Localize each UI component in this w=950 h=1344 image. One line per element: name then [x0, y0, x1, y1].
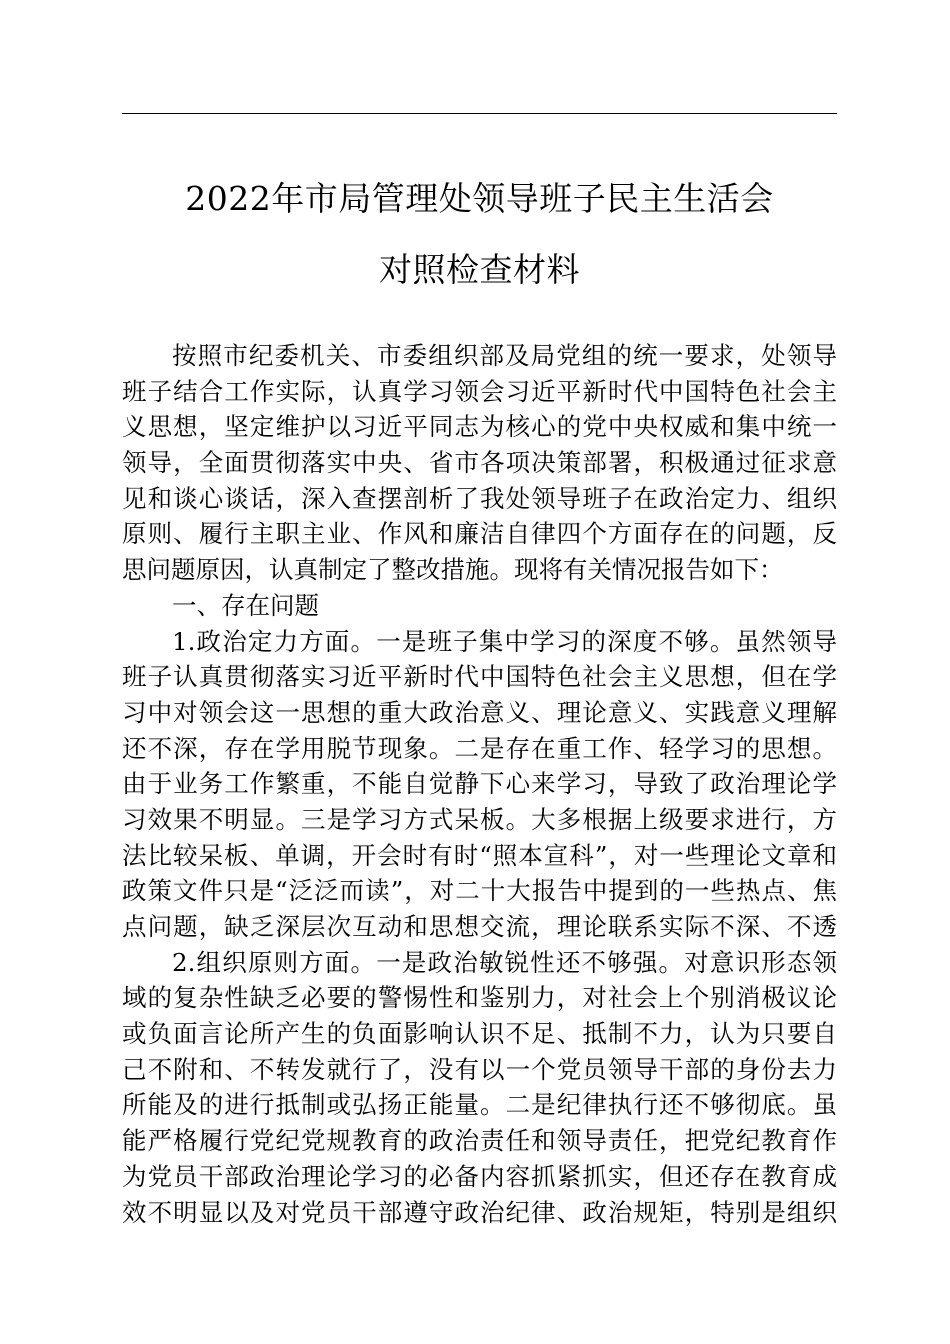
text-line: 或负面言论所产生的负面影响认识不足、抵制不力，认为只要自: [122, 1019, 837, 1049]
document-title-line-1: 2022年市局管理处领导班子民主生活会: [185, 179, 774, 218]
text-line: 义思想，坚定维护以习近平同志为核心的党中央权威和集中统一: [122, 412, 837, 442]
text-line: 习效果不明显。三是学习方式呆板。大多根据上级要求进行，方: [122, 804, 837, 834]
header-rule: [122, 113, 837, 114]
text-line: 点问题，缺乏深层次互动和思想交流，理论联系实际不深、不透: [122, 912, 837, 941]
text-line: 还不深，存在学用脱节现象。二是存在重工作、轻学习的思想。: [122, 733, 837, 763]
text-line: 由于业务工作繁重，不能自觉静下心来学习，导致了政治理论学: [122, 769, 837, 799]
text-line: 2.组织原则方面。一是政治敏锐性还不够强。对意识形态领: [172, 947, 837, 977]
text-line: 所能及的进行抵制或弘扬正能量。二是纪律执行还不够彻底。虽: [122, 1090, 837, 1120]
text-line: 效不明显以及对党员干部遵守政治纪律、政治规矩，特别是组织: [122, 1197, 837, 1227]
text-line: 己不附和、不转发就行了，没有以一个党员领导干部的身份去力: [122, 1054, 837, 1084]
text-line: 习中对领会这一思想的重大政治意义、理论意义、实践意义理解: [122, 697, 837, 727]
text-line: 域的复杂性缺乏必要的警惕性和鉴别力，对社会上个别消极议论: [122, 983, 837, 1013]
document-title-line-2: 对照检查材料: [379, 250, 580, 289]
text-line: 法比较呆板、单调，开会时有时“照本宣科”，对一些理论文章和: [122, 840, 837, 870]
text-line: 原则、履行主职主业、作风和廉洁自律四个方面存在的问题，反: [122, 519, 837, 549]
text-line: 思问题原因，认真制定了整改措施。现将有关情况报告如下：: [122, 555, 784, 585]
text-line: 能严格履行党纪党规教育的政治责任和领导责任，把党纪教育作: [122, 1126, 837, 1156]
text-line: 班子结合工作实际，认真学习领会习近平新时代中国特色社会主: [122, 376, 837, 406]
text-line: 1.政治定力方面。一是班子集中学习的深度不够。虽然领导: [172, 626, 837, 656]
document-body: [122, 338, 837, 1230]
text-line: 领导，全面贯彻落实中央、省市各项决策部署，积极通过征求意: [122, 448, 837, 478]
text-line: 见和谈心谈话，深入查摆剖析了我处领导班子在政治定力、组织: [122, 483, 837, 513]
text-line: 按照市纪委机关、市委组织部及局党组的统一要求，处领导: [172, 341, 837, 370]
text-line: 班子认真贯彻落实习近平新时代中国特色社会主义思想，但在学: [122, 662, 837, 692]
text-line: 一、存在问题: [172, 590, 319, 620]
text-line: 为党员干部政治理论学习的必备内容抓紧抓实，但还存在教育成: [122, 1161, 837, 1191]
text-line: 政策文件只是“泛泛而读”，对二十大报告中提到的一些热点、焦: [122, 876, 837, 906]
